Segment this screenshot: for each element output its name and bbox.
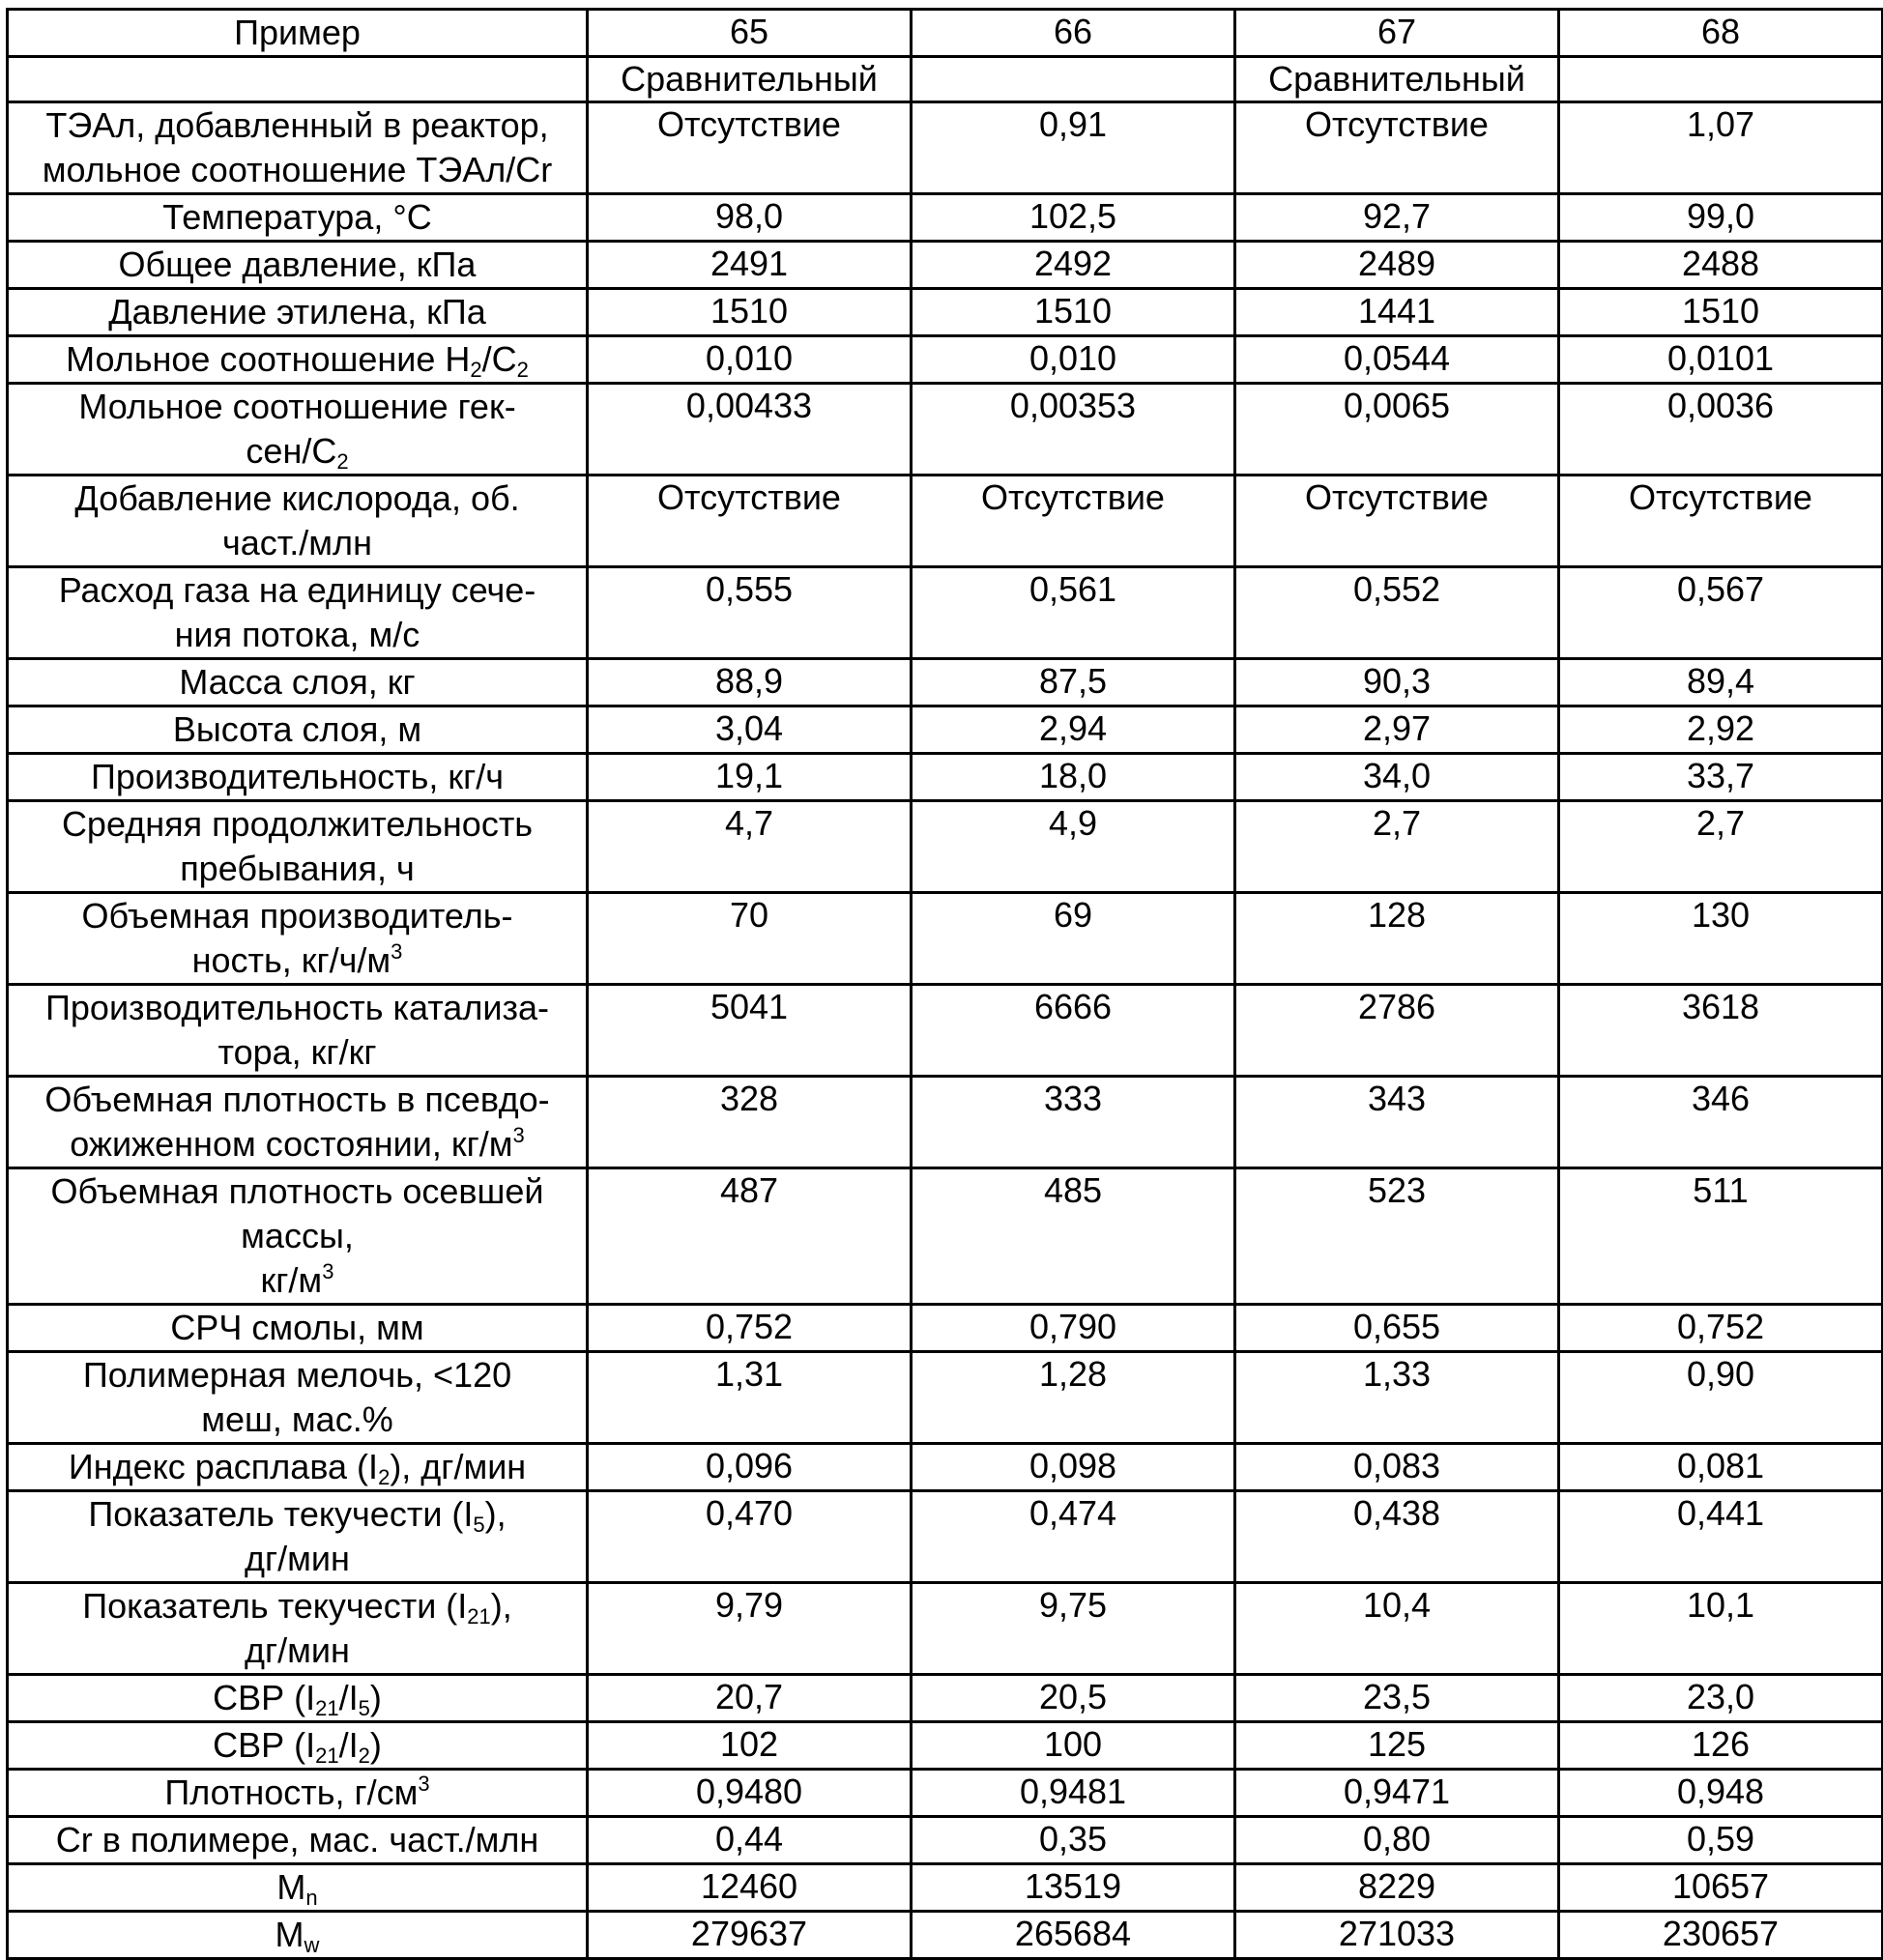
value-cell-col-1: 487 <box>588 1168 912 1305</box>
row-label-line <box>13 1584 582 1629</box>
label-text: пребывания, ч <box>180 849 415 888</box>
value-cell-col-2: 13519 <box>912 1864 1235 1912</box>
value-cell-col-2: 0,35 <box>912 1817 1235 1864</box>
row-label <box>8 336 588 384</box>
value-cell-col-1: 279637 <box>588 1912 912 1959</box>
value-cell-col-3: 0,9471 <box>1235 1770 1559 1817</box>
row-label-line <box>13 521 582 565</box>
table-row <box>8 289 1883 336</box>
label-text: Масса слоя, кг <box>179 662 416 702</box>
row-label <box>8 384 588 476</box>
label-subscript: 2 <box>516 358 529 382</box>
row-label <box>8 754 588 801</box>
row-label-line <box>13 429 582 474</box>
value-cell-col-4: 1510 <box>1559 289 1883 336</box>
row-label-line <box>13 1258 582 1303</box>
value-cell-col-1: 0,9480 <box>588 1770 912 1817</box>
row-label <box>8 1912 588 1959</box>
value-cell-col-1: 2491 <box>588 242 912 289</box>
row-label <box>8 659 588 706</box>
value-cell-col-2: 0,010 <box>912 336 1235 384</box>
label-text: Добавление кислорода, об. <box>74 478 520 518</box>
value-cell-col-3: 128 <box>1235 893 1559 985</box>
value-cell-col-3: 10,4 <box>1235 1583 1559 1675</box>
table-row <box>8 1675 1883 1722</box>
value-cell-col-2: Отсутствие <box>912 476 1235 567</box>
value-cell-col-2: 0,474 <box>912 1491 1235 1583</box>
label-text: мольное соотношение ТЭАл/Cr <box>42 150 553 189</box>
label-text: Производительность катализа- <box>45 988 549 1027</box>
table-row <box>8 1864 1883 1912</box>
label-superscript: 3 <box>512 1123 525 1147</box>
value-cell-col-1: 0,096 <box>588 1444 912 1491</box>
label-text: ) <box>369 1725 382 1765</box>
row-label <box>8 567 588 659</box>
value-cell-col-1: 88,9 <box>588 659 912 706</box>
value-cell-col-4: 23,0 <box>1559 1675 1883 1722</box>
value-cell-col-1: Сравнительный <box>588 57 912 102</box>
value-cell-col-3: 0,80 <box>1235 1817 1559 1864</box>
value-cell-col-3: 2489 <box>1235 242 1559 289</box>
value-cell-col-3: 2786 <box>1235 985 1559 1077</box>
table-row <box>8 336 1883 384</box>
value-cell-col-1: 70 <box>588 893 912 985</box>
row-label-line <box>13 1913 582 1957</box>
table-row <box>8 1352 1883 1444</box>
value-cell-col-1: Отсутствие <box>588 476 912 567</box>
value-cell-col-4: 511 <box>1559 1168 1883 1305</box>
label-subscript: 2 <box>336 449 349 474</box>
value-cell-col-2 <box>912 57 1235 102</box>
table-row <box>8 384 1883 476</box>
value-cell-col-1: 5041 <box>588 985 912 1077</box>
table-row <box>8 567 1883 659</box>
label-text: кг/м <box>260 1260 323 1300</box>
value-cell-col-2: 333 <box>912 1077 1235 1168</box>
label-text: ) <box>369 1678 382 1717</box>
label-text: тора, кг/кг <box>217 1032 377 1072</box>
value-cell-col-1: 0,44 <box>588 1817 912 1864</box>
value-cell-col-3: Сравнительный <box>1235 57 1559 102</box>
row-label-line <box>13 1492 582 1537</box>
value-cell-col-3: 23,5 <box>1235 1675 1559 1722</box>
value-cell-col-4: 10657 <box>1559 1864 1883 1912</box>
row-label-line <box>13 660 582 705</box>
label-text: /I <box>338 1725 359 1765</box>
table-row <box>8 57 1883 102</box>
value-cell-col-1: 19,1 <box>588 754 912 801</box>
value-cell-col-2: 6666 <box>912 985 1235 1077</box>
label-text: СВР (I <box>213 1725 316 1765</box>
label-text: дг/мин <box>245 1630 350 1670</box>
label-superscript: 3 <box>391 939 403 964</box>
value-cell-col-1: 20,7 <box>588 1675 912 1722</box>
label-text: ния потока, м/с <box>174 615 420 654</box>
row-label-line <box>13 847 582 891</box>
table-row <box>8 801 1883 893</box>
table-row <box>8 102 1883 194</box>
row-label <box>8 1722 588 1770</box>
value-cell-col-1: 4,7 <box>588 801 912 893</box>
row-label-line <box>13 1771 582 1815</box>
table-row <box>8 242 1883 289</box>
row-label <box>8 801 588 893</box>
row-label-line <box>13 1353 582 1398</box>
value-cell-col-3: 2,97 <box>1235 706 1559 754</box>
value-cell-col-2: 265684 <box>912 1912 1235 1959</box>
row-label <box>8 706 588 754</box>
label-subscript: 21 <box>467 1604 491 1629</box>
table-body <box>8 10 1883 1959</box>
label-subscript: 5 <box>473 1513 485 1537</box>
value-cell-col-1: 0,752 <box>588 1305 912 1352</box>
value-cell-col-4: 0,90 <box>1559 1352 1883 1444</box>
label-text: /I <box>338 1678 359 1717</box>
row-label-line <box>13 148 582 192</box>
table-row <box>8 659 1883 706</box>
label-text: Показатель текучести (I <box>88 1494 474 1534</box>
value-cell-col-4: 2,7 <box>1559 801 1883 893</box>
value-cell-col-1: Отсутствие <box>588 102 912 194</box>
table-row <box>8 476 1883 567</box>
label-text: Объемная производитель- <box>81 896 513 936</box>
value-cell-col-4: 0,59 <box>1559 1817 1883 1864</box>
row-label-line <box>13 802 582 847</box>
table-row <box>8 1817 1883 1864</box>
label-text: Производительность, кг/ч <box>90 757 505 796</box>
table-row <box>8 985 1883 1077</box>
label-text: Индекс расплава (I <box>68 1447 379 1486</box>
value-cell-col-1: 12460 <box>588 1864 912 1912</box>
value-cell-col-2: 66 <box>912 10 1235 57</box>
value-cell-col-2: 0,91 <box>912 102 1235 194</box>
label-text: СВР (I <box>213 1678 316 1717</box>
row-label-line <box>13 1306 582 1350</box>
label-subscript: 21 <box>315 1744 339 1768</box>
row-label-line <box>13 1398 582 1442</box>
value-cell-col-4: 0,948 <box>1559 1770 1883 1817</box>
value-cell-col-4: 68 <box>1559 10 1883 57</box>
row-label-line <box>13 1214 582 1258</box>
row-label <box>8 1770 588 1817</box>
table-row <box>8 1491 1883 1583</box>
row-label <box>8 1675 588 1722</box>
label-text: Давление этилена, кПа <box>108 292 486 331</box>
row-label-line <box>13 894 582 938</box>
value-cell-col-1: 1510 <box>588 289 912 336</box>
label-text: СРЧ смолы, мм <box>170 1308 424 1347</box>
value-cell-col-4: Отсутствие <box>1559 476 1883 567</box>
value-cell-col-4: 2,92 <box>1559 706 1883 754</box>
row-label <box>8 1077 588 1168</box>
row-label <box>8 1491 588 1583</box>
row-label-line <box>13 476 582 521</box>
value-cell-col-2: 20,5 <box>912 1675 1235 1722</box>
value-cell-col-3: 8229 <box>1235 1864 1559 1912</box>
label-text: Плотность, г/см <box>164 1773 419 1812</box>
row-label-line <box>13 337 582 382</box>
label-text: Расход газа на единицу сече- <box>58 570 536 610</box>
row-label-line <box>13 195 582 240</box>
value-cell-col-2: 2,94 <box>912 706 1235 754</box>
table-row <box>8 1444 1883 1491</box>
label-text: Полимерная мелочь, <120 <box>82 1355 512 1395</box>
label-text: ожиженном состоянии, кг/м <box>70 1124 513 1164</box>
row-label <box>8 1352 588 1444</box>
value-cell-col-1: 0,010 <box>588 336 912 384</box>
value-cell-col-3: 125 <box>1235 1722 1559 1770</box>
row-label <box>8 194 588 242</box>
label-subscript: 2 <box>470 358 482 382</box>
value-cell-col-3: 271033 <box>1235 1912 1559 1959</box>
value-cell-col-4: 0,441 <box>1559 1491 1883 1583</box>
row-label-line <box>13 103 582 148</box>
row-label <box>8 1305 588 1352</box>
value-cell-col-3: 0,655 <box>1235 1305 1559 1352</box>
row-label-line <box>13 243 582 287</box>
row-label <box>8 10 588 57</box>
value-cell-col-2: 0,098 <box>912 1444 1235 1491</box>
row-label <box>8 1168 588 1305</box>
value-cell-col-4: 3618 <box>1559 985 1883 1077</box>
value-cell-col-3: 67 <box>1235 10 1559 57</box>
row-label <box>8 476 588 567</box>
value-cell-col-3: 0,0065 <box>1235 384 1559 476</box>
value-cell-col-3: 1,33 <box>1235 1352 1559 1444</box>
value-cell-col-4: 0,0036 <box>1559 384 1883 476</box>
value-cell-col-4: 0,567 <box>1559 567 1883 659</box>
label-text: M <box>275 1915 304 1954</box>
row-label <box>8 289 588 336</box>
value-cell-col-2: 1,28 <box>912 1352 1235 1444</box>
label-text: Температура, °C <box>162 197 432 237</box>
value-cell-col-2: 18,0 <box>912 754 1235 801</box>
row-label-line <box>13 707 582 752</box>
value-cell-col-1: 98,0 <box>588 194 912 242</box>
table-row <box>8 706 1883 754</box>
label-text: ), дг/мин <box>390 1447 527 1486</box>
value-cell-col-4: 346 <box>1559 1077 1883 1168</box>
table-row <box>8 10 1883 57</box>
label-text: Высота слоя, м <box>172 709 422 749</box>
value-cell-col-1: 3,04 <box>588 706 912 754</box>
row-label-line <box>13 1723 582 1768</box>
label-text: меш, мас.% <box>201 1399 393 1439</box>
value-cell-col-2: 485 <box>912 1168 1235 1305</box>
table-row <box>8 1168 1883 1305</box>
data-sheet <box>6 8 1882 1960</box>
value-cell-col-4: 0,752 <box>1559 1305 1883 1352</box>
row-label-line <box>13 568 582 613</box>
value-cell-col-3: 523 <box>1235 1168 1559 1305</box>
label-superscript: 3 <box>322 1259 334 1283</box>
label-text: ), <box>484 1494 507 1534</box>
label-text: Пример <box>234 13 361 52</box>
label-subscript: 2 <box>378 1465 391 1489</box>
value-cell-col-1: 65 <box>588 10 912 57</box>
table-row <box>8 754 1883 801</box>
row-label-line <box>13 290 582 334</box>
value-cell-col-3: 90,3 <box>1235 659 1559 706</box>
value-cell-col-3: 0,0544 <box>1235 336 1559 384</box>
value-cell-col-4: 1,07 <box>1559 102 1883 194</box>
row-label <box>8 985 588 1077</box>
value-cell-col-1: 9,79 <box>588 1583 912 1675</box>
table-row <box>8 1305 1883 1352</box>
value-cell-col-1: 0,555 <box>588 567 912 659</box>
row-label-line <box>13 1676 582 1720</box>
value-cell-col-3: 1441 <box>1235 289 1559 336</box>
row-label <box>8 1817 588 1864</box>
row-label <box>8 1583 588 1675</box>
label-superscript: 3 <box>418 1772 430 1796</box>
value-cell-col-3: 343 <box>1235 1077 1559 1168</box>
row-label <box>8 57 588 102</box>
value-cell-col-2: 0,9481 <box>912 1770 1235 1817</box>
label-text: Показатель текучести (I <box>82 1586 468 1626</box>
table-row <box>8 1770 1883 1817</box>
label-text: Общее давление, кПа <box>118 245 477 284</box>
label-subscript: w <box>304 1933 320 1957</box>
value-cell-col-4: 0,0101 <box>1559 336 1883 384</box>
value-cell-col-4: 2488 <box>1559 242 1883 289</box>
value-cell-col-2: 102,5 <box>912 194 1235 242</box>
value-cell-col-2: 69 <box>912 893 1235 985</box>
label-text: ), <box>490 1586 512 1626</box>
value-cell-col-3: 92,7 <box>1235 194 1559 242</box>
table-row <box>8 1722 1883 1770</box>
row-label-line <box>13 1865 582 1910</box>
row-label-line <box>13 1445 582 1489</box>
label-text: дг/мин <box>245 1539 350 1578</box>
row-label-line <box>13 1030 582 1075</box>
row-label-line <box>13 986 582 1030</box>
value-cell-col-2: 4,9 <box>912 801 1235 893</box>
value-cell-col-3: 0,438 <box>1235 1491 1559 1583</box>
value-cell-col-4: 33,7 <box>1559 754 1883 801</box>
row-label-line <box>13 1629 582 1673</box>
table-row <box>8 893 1883 985</box>
label-subscript: n <box>305 1886 318 1910</box>
value-cell-col-2: 100 <box>912 1722 1235 1770</box>
label-text: Мольное соотношение H <box>66 339 471 379</box>
label-text: ТЭАл, добавленный в реактор, <box>45 105 549 145</box>
label-text: Средняя продолжительность <box>61 804 534 844</box>
row-label <box>8 893 588 985</box>
value-cell-col-2: 2492 <box>912 242 1235 289</box>
label-subscript: 21 <box>315 1696 339 1720</box>
value-cell-col-1: 328 <box>588 1077 912 1168</box>
value-cell-col-3: 0,083 <box>1235 1444 1559 1491</box>
value-cell-col-4: 230657 <box>1559 1912 1883 1959</box>
value-cell-col-2: 9,75 <box>912 1583 1235 1675</box>
label-subscript: 2 <box>358 1744 370 1768</box>
label-text: Объемная плотность в псевдо- <box>44 1080 550 1119</box>
row-label <box>8 1444 588 1491</box>
value-cell-col-4: 0,081 <box>1559 1444 1883 1491</box>
value-cell-col-2: 87,5 <box>912 659 1235 706</box>
value-cell-col-1: 102 <box>588 1722 912 1770</box>
row-label-line <box>13 755 582 799</box>
value-cell-col-4: 89,4 <box>1559 659 1883 706</box>
row-label-line <box>13 1537 582 1581</box>
value-cell-col-4: 126 <box>1559 1722 1883 1770</box>
value-cell-col-4: 10,1 <box>1559 1583 1883 1675</box>
label-text: M <box>276 1867 306 1907</box>
row-label-line <box>13 613 582 657</box>
value-cell-col-4: 99,0 <box>1559 194 1883 242</box>
row-label <box>8 1864 588 1912</box>
value-cell-col-2: 0,561 <box>912 567 1235 659</box>
value-cell-col-3: Отсутствие <box>1235 476 1559 567</box>
label-text: ность, кг/ч/м <box>191 940 391 980</box>
row-label <box>8 102 588 194</box>
value-cell-col-3: 2,7 <box>1235 801 1559 893</box>
row-label-line <box>13 11 582 55</box>
label-text: массы, <box>241 1216 354 1255</box>
label-subscript: 5 <box>358 1696 370 1720</box>
value-cell-col-3: 34,0 <box>1235 754 1559 801</box>
label-text: Мольное соотношение гек- <box>78 387 516 426</box>
label-text: сен/C <box>246 431 337 471</box>
row-label-line <box>13 1078 582 1122</box>
value-cell-col-3: 0,552 <box>1235 567 1559 659</box>
value-cell-col-4 <box>1559 57 1883 102</box>
label-text: Cr в полимере, мас. част./млн <box>55 1820 539 1859</box>
value-cell-col-1: 0,470 <box>588 1491 912 1583</box>
row-label-line <box>13 385 582 429</box>
row-label-line <box>13 1122 582 1167</box>
row-label <box>8 242 588 289</box>
label-text: /C <box>481 339 517 379</box>
value-cell-col-2: 0,00353 <box>912 384 1235 476</box>
label-text: част./млн <box>222 523 372 562</box>
value-cell-col-3: Отсутствие <box>1235 102 1559 194</box>
row-label-line <box>13 1169 582 1214</box>
table-row <box>8 194 1883 242</box>
row-label-line <box>13 938 582 983</box>
value-cell-col-2: 0,790 <box>912 1305 1235 1352</box>
value-cell-col-1: 1,31 <box>588 1352 912 1444</box>
results-table <box>6 8 1883 1960</box>
value-cell-col-4: 130 <box>1559 893 1883 985</box>
label-text: Объемная плотность осевшей <box>50 1171 544 1211</box>
table-row <box>8 1912 1883 1959</box>
value-cell-col-2: 1510 <box>912 289 1235 336</box>
table-row <box>8 1077 1883 1168</box>
value-cell-col-1: 0,00433 <box>588 384 912 476</box>
row-label-line <box>13 1818 582 1862</box>
table-row <box>8 1583 1883 1675</box>
